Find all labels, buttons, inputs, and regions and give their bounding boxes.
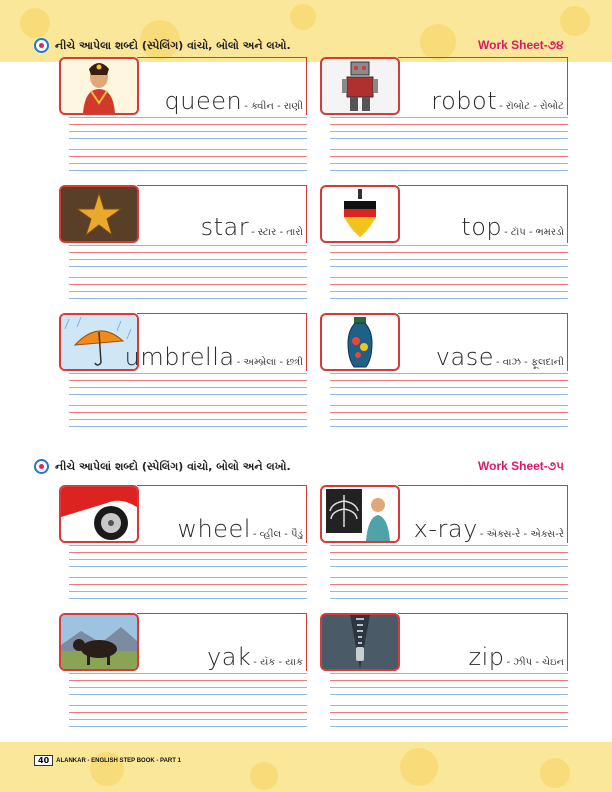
writing-lines[interactable] [330,117,568,179]
gujarati-translation: - અમ્બ્રેલા - છત્રી [236,357,303,368]
writing-lines[interactable] [69,117,307,179]
gujarati-translation: - ઍક્સ-રે - એક્સ-રે [479,529,564,540]
word-card-vase [320,313,568,436]
gujarati-translation: - વાઝ - ફૂલદાની [495,357,564,368]
book-title: ALANKAR - ENGLISH STEP BOOK - PART 1 [56,757,181,764]
word-label-star [201,213,303,241]
word-label-umbrella [125,343,303,371]
section2-instruction-text: નીચે આપેલાં શબ્દો (સ્પેલિંગ) વાંચો, બોલો અને લખો. [55,459,291,473]
english-word: umbrella [124,343,235,371]
gujarati-translation: - ક્વીન - રાણી [244,101,303,112]
robot-image [320,57,400,115]
word-label-robot [431,87,564,115]
word-label-top [461,213,564,241]
star-image [59,185,139,243]
word-card-queen [59,57,307,180]
writing-lines[interactable] [330,245,568,307]
english-word: queen [164,87,243,115]
bottom-decorative-band [0,742,612,792]
gujarati-translation: - રૉબોટ - રોબોટ [499,101,564,112]
vase-image [320,313,400,371]
word-card-robot [320,57,568,180]
word-card-yak [59,613,307,736]
english-word: robot [431,87,498,115]
zip-image [320,613,400,671]
writing-lines[interactable] [330,673,568,735]
bullet-icon [34,38,49,53]
writing-lines[interactable] [330,545,568,607]
word-label-vase [436,343,564,371]
bullet-icon [34,459,49,474]
english-word: x-ray [413,515,478,543]
word-card-star [59,185,307,308]
x-ray-image [320,485,400,543]
word-label-x-ray [414,515,564,543]
word-card-wheel [59,485,307,608]
writing-lines[interactable] [69,245,307,307]
word-card-zip [320,613,568,736]
word-card-top [320,185,568,308]
section1-instruction [34,38,291,53]
english-word: zip [468,643,505,671]
english-word: wheel [177,515,251,543]
word-card-umbrella [59,313,307,436]
english-word: star [200,213,250,241]
writing-lines[interactable] [69,545,307,607]
wheel-image [59,485,139,543]
gujarati-translation: - ઝીપ - ચેઇન [506,657,564,668]
section2-instruction [34,459,291,474]
gujarati-translation: - યૅક - યાક [253,657,303,668]
english-word: vase [435,343,494,371]
gujarati-translation: - સ્ટાર - તારો [251,227,303,238]
top-image [320,185,400,243]
writing-lines[interactable] [69,373,307,435]
gujarati-translation: - ટૉપ - ભમરડો [504,227,564,238]
yak-image [59,613,139,671]
worksheet-74-label: Work Sheet-૭૪ [478,38,564,52]
word-label-wheel [177,515,303,543]
page-footer [34,755,181,766]
writing-lines[interactable] [330,373,568,435]
english-word: yak [206,643,252,671]
word-label-yak [207,643,303,671]
worksheet-75-label: Work Sheet-૭૫ [478,459,565,473]
writing-lines[interactable] [69,673,307,735]
word-label-zip [468,643,564,671]
word-card-x-ray [320,485,568,608]
queen-image [59,57,139,115]
word-label-queen [165,87,303,115]
page-number: 40 [34,755,53,766]
section1-instruction-text: નીચે આપેલા શબ્દો (સ્પેલિંગ) વાંચો, બોલો અને લખો. [55,38,291,52]
gujarati-translation: - વ્હીલ - પૈડું [252,529,303,540]
english-word: top [461,213,503,241]
